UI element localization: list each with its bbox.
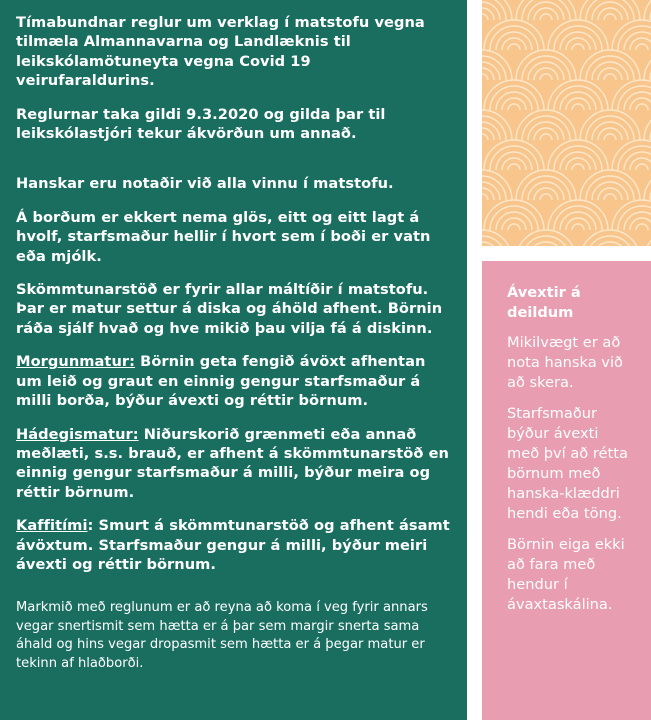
decorative-pattern <box>482 0 651 246</box>
coffee-label: Kaffitími <box>16 517 88 535</box>
scallop-pattern-graphic <box>482 0 651 246</box>
gloves-paragraph: Hanskar eru notaðir við alla vinnu í matstofu. <box>16 175 394 193</box>
lunch-paragraph <box>16 425 451 503</box>
lunch-text: Niðurskorið grænmeti eða annað meðlæti, s.s. brauð, er afhent á skömmtunarstöð en einnig gengur starfsmaður á milli, býður meira og réttir börnum. <box>16 425 449 501</box>
breakfast-label: Morgunmatur: <box>16 353 136 371</box>
validity-paragraph: Reglurnar taka gildi 9.3.2020 og gilda þar til leikskólastjóri tekur ákvörðun um annað. <box>16 105 386 143</box>
tables-paragraph: Á borðum er ekkert nema glös, eitt og eitt lagt á hvolf, starfsmaður hellir í hvort sem í boði er vatn eða mjólk. <box>16 208 431 265</box>
breakfast-paragraph <box>16 352 451 410</box>
breakfast-text: Börnin geta fengið ávöxt afhentan um leið og graut en einnig gengur starfsmaður á milli borða, býður ávexti og réttir börnum. <box>16 353 426 410</box>
sidebar-title: Ávextir á deildum <box>507 284 581 321</box>
sidebar-panel <box>482 261 651 720</box>
lunch-label: Hádegismatur: <box>16 425 139 443</box>
coffee-text: : Smurt á skömmtunarstöð og afhent ásamt ávöxtum. Starfsmaður gengur á milli, býður meiri ávexti og réttir börnum. <box>16 517 450 573</box>
sidebar-paragraph-knives: Mikilvægt er að nota hanska við að skera. <box>507 334 623 391</box>
footnote-paragraph: Markmið með reglunum er að reyna að koma í veg fyrir annars vegar snertismit sem hætta er á þar sem margir snerta sama áhald og hins vegar dropasmit sem hætta er á þegar matur er tekinn af hlaðborði. <box>16 600 428 671</box>
coffee-paragraph <box>16 516 451 574</box>
intro-paragraph: Tímabundnar reglur um verklag í matstofu vegna tilmæla Almannavarna og Landlæknis til leikskólamötuneyta vegna Covid 19 veirufaraldurins. <box>16 14 425 90</box>
serving-paragraph: Skömmtunarstöð er fyrir allar máltíðir í matstofu. Þar er matur settur á diska og áhöld afhent. Börnin ráða sjálf hvað og hve mikið þau vilja fá á diskinn. <box>16 281 443 337</box>
sidebar-paragraph-bowl: Börnin eiga ekki að fara með hendur í ávaxtaskálina. <box>507 536 625 613</box>
sidebar-paragraph-serving: Starfsmaður býður ávexti með því að rétta börnum með hanska-klæddri hendi eða töng. <box>507 405 628 522</box>
